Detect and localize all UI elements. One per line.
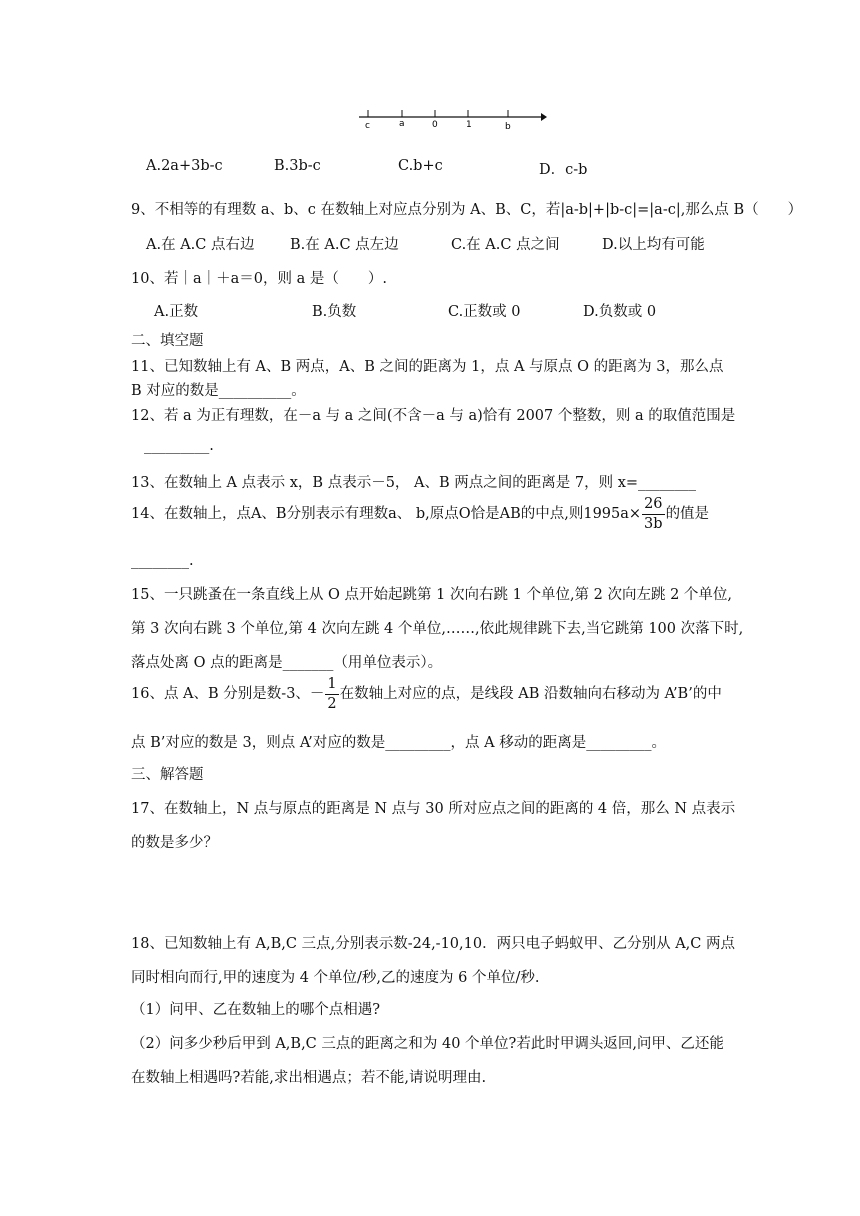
q18-sub2: （2）问多少秒后甲到 A,B,C 三点的距离之和为 40 个单位?若此时甲调头返回,问甲、乙还能 <box>131 1036 724 1052</box>
section-solve-heading: 三、解答题 <box>131 767 204 783</box>
q14-fraction <box>642 497 665 531</box>
q18-line1: 18、已知数轴上有 A,B,C 三点,分别表示数-24,-10,10．两只电子蚂蚁甲、乙分别从 A,C 两点 <box>131 936 735 952</box>
q15-line1: 15、一只跳蚤在一条直线上从 O 点开始起跳第 1 次向右跳 1 个单位,第 2 次向左跳 2 个单位, <box>131 587 733 603</box>
label-c: c <box>365 121 370 131</box>
number-line-arrow <box>541 113 547 121</box>
q17-line1: 17、在数轴上，N 点与原点的距离是 N 点与 30 所对应点之间的距离的 4 倍，那么 N 点表示 <box>131 801 736 817</box>
q12-line2: _________. <box>144 438 214 454</box>
q15-line3: 落点处离 O 点的距离是_______（用单位表示）。 <box>131 655 443 671</box>
label-1: 1 <box>466 120 472 130</box>
q18-sub1: （1）问甲、乙在数轴上的哪个点相遇? <box>131 1002 380 1018</box>
q16-fraction <box>325 677 338 711</box>
q14-prefix: 14、在数轴上，点A、B分别表示有理数a、 b,原点O恰是AB的中点,则1995a× <box>131 506 642 522</box>
q14-fraction-numerator: 26 <box>642 497 665 515</box>
q8-option-c: C.b+c <box>398 158 443 174</box>
q11-line1: 11、已知数轴上有 A、B 两点，A、B 之间的距离为 1，点 A 与原点 O 的距离为 3，那么点 <box>131 359 724 375</box>
q15-line2: 第 3 次向右跳 3 个单位,第 4 次向左跳 4 个单位,……,依此规律跳下去,当它跳第 100 次落下时, <box>131 621 744 637</box>
q14-fraction-denominator: 3b <box>644 515 663 532</box>
q10-option-c: C.正数或 0 <box>448 304 521 320</box>
label-b: b <box>505 122 511 132</box>
q17-line2: 的数是多少？ <box>131 835 218 851</box>
q10-option-b: B.负数 <box>312 304 357 320</box>
q8-option-d: D．c-b <box>539 162 588 178</box>
q18-sub2-line2: 在数轴上相遇吗?若能,求出相遇点；若不能,请说明理由. <box>131 1070 487 1086</box>
q9-text: 9、不相等的有理数 a、b、c 在数轴上对应点分别为 A、B、C，若|a-b|+|b-c|=|a-c|,那么点 B（ ） <box>131 202 803 218</box>
q16-line2: 点 B’对应的数是 3，则点 A’对应的数是_________，点 A 移动的距离是_________。 <box>131 735 666 751</box>
q14-line2: ________. <box>131 553 194 569</box>
q16-fraction-numerator: 1 <box>325 677 338 695</box>
label-0: 0 <box>432 120 438 130</box>
q10-option-a: A.正数 <box>154 304 199 320</box>
q9-option-b: B.在 A.C 点左边 <box>290 237 399 253</box>
q12-line1: 12、若 a 为正有理数，在－a 与 a 之间(不含－a 与 a)恰有 2007 个整数，则 a 的取值范围是 <box>131 408 736 424</box>
q16-suffix: 在数轴上对应的点，是线段 AB 沿数轴向右移动为 A’B’的中 <box>339 686 722 702</box>
section-fill-in-heading: 二、填空题 <box>131 333 204 349</box>
q10-text: 10、若｜a｜＋a＝0，则 a 是（ ）. <box>131 271 387 287</box>
q14-suffix: 的值是 <box>665 506 710 522</box>
q11-line2: B 对应的数是__________。 <box>131 383 306 399</box>
q8-option-a: A.2a+3b-c <box>146 158 223 174</box>
q9-option-a: A.在 A.C 点右边 <box>146 237 255 253</box>
q9-option-c: C.在 A.C 点之间 <box>451 237 560 253</box>
q16-fraction-denominator: 2 <box>327 695 337 712</box>
q10-option-d: D.负数或 0 <box>583 304 657 320</box>
number-line-figure <box>355 104 550 132</box>
q16-line1 <box>131 677 722 711</box>
q18-line2: 同时相向而行,甲的速度为 4 个单位/秒,乙的速度为 6 个单位/秒. <box>131 970 540 986</box>
q16-prefix: 16、点 A、B 分别是数-3、－ <box>131 686 325 702</box>
q14-line1 <box>131 497 709 531</box>
q9-option-d: D.以上均有可能 <box>602 237 705 253</box>
q8-option-b: B.3b-c <box>274 158 321 174</box>
q13-text: 13、在数轴上 A 点表示 x，B 点表示－5， A、B 两点之间的距离是 7，则 x=________ <box>131 475 697 491</box>
label-a: a <box>399 119 405 129</box>
